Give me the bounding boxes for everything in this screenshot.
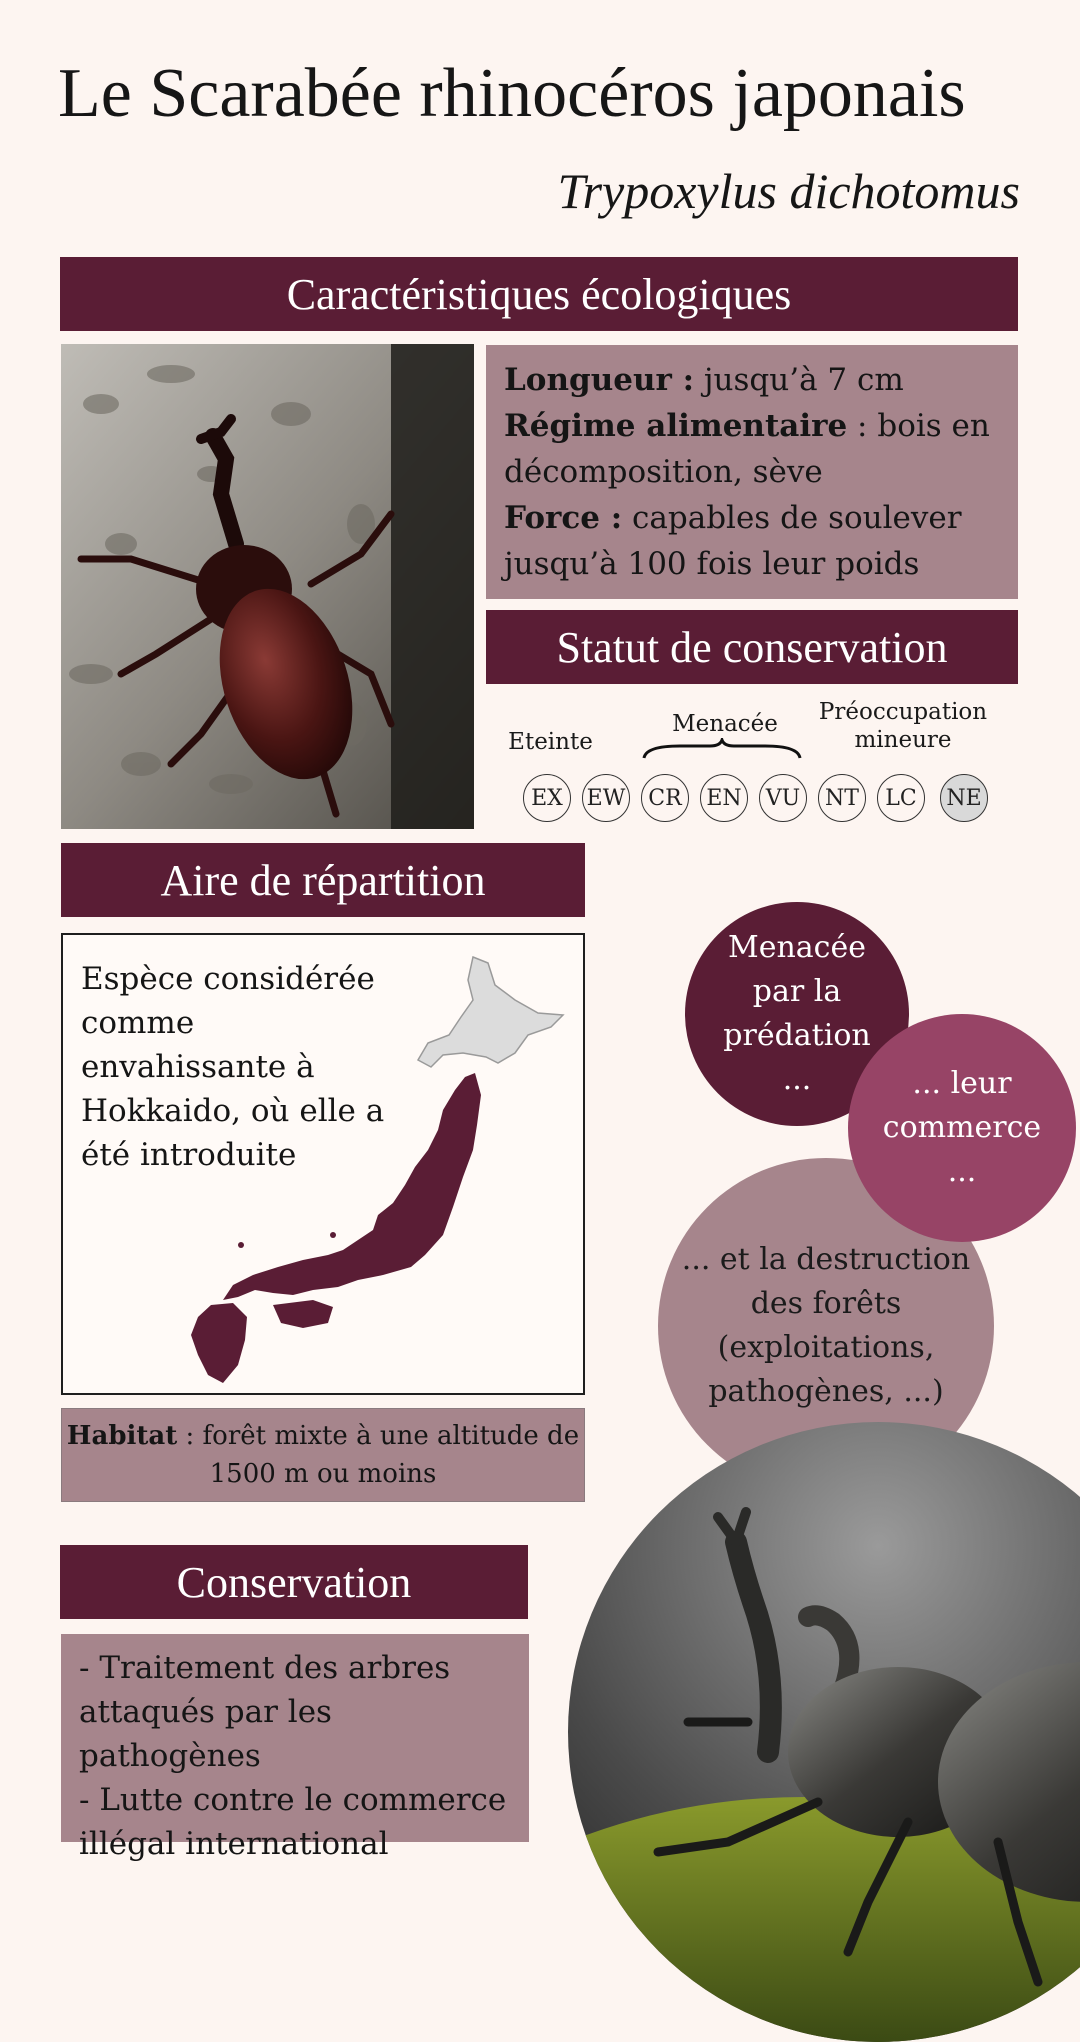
- japan-map: [143, 945, 583, 1395]
- habitat-box: Habitat : forêt mixte à une altitude de 1500 m ou moins: [61, 1408, 585, 1502]
- status-badge-lc: LC: [877, 774, 925, 822]
- conservation-measure: - Traitement des arbres attaqués par les pathogènes: [79, 1650, 451, 1774]
- status-badge-nt: NT: [818, 774, 866, 822]
- threat-predation-bubble: Menacée par la prédation ...: [685, 902, 909, 1126]
- conservation-heading: Conservation: [60, 1545, 528, 1619]
- beetle-on-bark-photo: [61, 344, 474, 829]
- scientific-name: Trypoxylus dichotomus: [557, 163, 1020, 219]
- kyushu-region: [191, 1303, 247, 1383]
- honshu-region: [223, 1073, 481, 1300]
- threatened-brace: [640, 738, 805, 762]
- range-heading: Aire de répartition: [61, 843, 585, 917]
- page-title: Le Scarabée rhinocéros japonais: [58, 55, 966, 132]
- hokkaido-region: [418, 957, 563, 1067]
- conservation-measures-box: [61, 1634, 529, 1862]
- status-badge-cr: CR: [641, 774, 689, 822]
- status-badge-ne: NE: [940, 774, 988, 822]
- label-extinct: Eteinte: [508, 729, 593, 755]
- status-badge-ew: EW: [582, 774, 630, 822]
- shikoku-region: [273, 1300, 333, 1328]
- range-description: Espèce considérée comme envahissante à Hokkaido, où elle a été introduite: [81, 961, 385, 1173]
- threat-trade-bubble: ... leur commerce ...: [848, 1014, 1076, 1242]
- beetle-on-moss-photo: [568, 1422, 1080, 2042]
- status-badge-vu: VU: [759, 774, 807, 822]
- label-threatened: Menacée: [672, 711, 778, 737]
- range-map-box: [61, 933, 585, 1395]
- status-badge-en: EN: [700, 774, 748, 822]
- ecology-info-box: [486, 345, 1018, 599]
- ecology-heading: Caractéristiques écologiques: [60, 257, 1018, 331]
- diet-line: Régime alimentaire : bois en décomposition, sève: [504, 408, 990, 490]
- conservation-status-heading: Statut de conservation: [486, 610, 1018, 684]
- conservation-measure: - Lutte contre le commerce illégal international: [79, 1782, 507, 1862]
- status-badge-ex: EX: [523, 774, 571, 822]
- strength-line: Force : capables de soulever jusqu’à 100 fois leur poids: [504, 500, 962, 582]
- label-least-concern: Préoccupation mineure: [818, 699, 988, 753]
- length-line: Longueur : jusqu’à 7 cm: [504, 362, 904, 398]
- threat-forests-bubble: ... et la destruction des forêts (exploitations, pathogènes, ...): [658, 1158, 994, 1494]
